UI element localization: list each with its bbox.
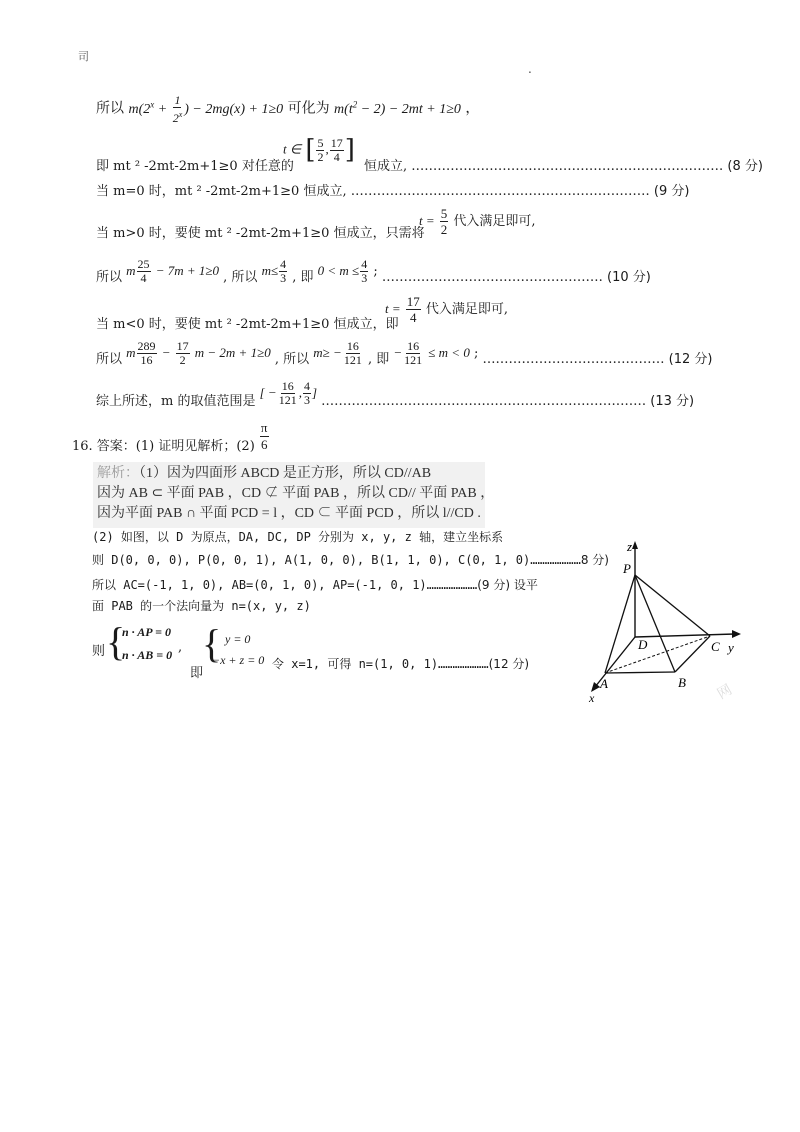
eq-y0: y = 0: [225, 632, 251, 646]
frac-17-4b: $\frac{17}{4}$: [406, 294, 420, 325]
score-9b: (9 分) 设平: [477, 578, 538, 592]
ling-line: 令 x=1, 可得 n=(1, 0, 1)…………………(12 分): [272, 657, 530, 671]
line-8: [96, 380, 694, 407]
frac-4-3a: $\frac{4}{3}$: [280, 257, 287, 285]
line-5: [96, 258, 651, 285]
leader-dots: ……………………………………: [482, 352, 665, 367]
sol-label: 解析：: [97, 466, 139, 481]
frac-4-3b: $\frac{4}{3}$: [361, 257, 368, 285]
p2-coords: 则 D(0, 0, 0), P(0, 0, 1), A(1, 0, 0), B(1, 1, 0), C(0, 1, 0): [92, 553, 531, 567]
label-z: z: [627, 539, 633, 554]
frac-289-16: $\frac{289}{16}$: [137, 339, 156, 367]
corner-mark: 司: [78, 50, 89, 63]
edge-PC: [635, 575, 710, 636]
frac-25-4: $\frac{25}{4}$: [137, 257, 150, 285]
ling-text: 令 x=1, 可得 n=(1, 0, 1): [272, 657, 439, 671]
frac-16-121c: $\frac{16}{121}$: [278, 379, 297, 407]
dairu: 代入满足即可,: [453, 214, 536, 229]
leader-dots: …………………………………………………………………: [321, 394, 647, 409]
watermark-mark: 网: [714, 681, 735, 703]
line-6: [96, 313, 399, 332]
rb-8: ]: [311, 385, 318, 400]
t-in: t ∈: [283, 141, 302, 157]
comma: ，: [465, 100, 480, 117]
line-8-text: 综上所述，m 的取值范围是: [96, 394, 256, 409]
m-le: m≤: [261, 263, 279, 278]
edge-PA: [605, 575, 635, 673]
ji-5: , 即: [292, 270, 314, 285]
p2-line-4: 面 PAB 的一个法向量为 n=(x, y, z): [92, 599, 311, 613]
suoyi-5: 所以: [96, 270, 123, 285]
ji-7: , 即: [367, 352, 390, 367]
frac-1-over-2x: $\frac{1}{2^x}$: [172, 93, 183, 125]
p2-vectors: 所以 AC=(-1, 1, 0), AB=(0, 1, 0), AP=(-1, 0, 1): [92, 578, 427, 592]
text-kehuawei: 可化为: [287, 100, 330, 117]
line-1: [96, 94, 479, 125]
semi-5: ;: [373, 264, 378, 279]
frac-17-4: $\frac{17}{4}$: [330, 135, 343, 164]
expr-7: m − 2m + 1≥0: [194, 345, 271, 360]
y-arrow-icon: [732, 630, 741, 638]
top-dot: .: [528, 62, 532, 76]
score-10: (10 分): [607, 270, 651, 285]
m-5: m: [126, 263, 136, 278]
dairu-6: 代入满足即可,: [425, 302, 509, 317]
range-7: ≤ m < 0: [428, 345, 470, 360]
pyramid-figure: [575, 535, 755, 705]
neg-7: −: [393, 345, 403, 360]
line-2-text: 即 mt ² -2mt-2m+1≥0 对任意的: [96, 159, 294, 174]
label-B: B: [678, 675, 686, 690]
p2-line-3: 所以 AC=(-1, 1, 0), AB=(0, 1, 0), AP=(-1, 0, 1)…………………(9 分) 设平: [92, 578, 538, 592]
ji-sys: 即: [190, 666, 204, 681]
score-12: (12 分): [668, 352, 713, 367]
sol-line-1: [97, 464, 481, 484]
t-eq-17-4: [385, 294, 508, 325]
eq-n-ap: n · AP = 0: [122, 625, 171, 639]
right-bracket: ]: [344, 135, 355, 165]
frac-5-2: $\frac{5}{2}$: [317, 135, 324, 164]
frac-16-121b: $\frac{16}{121}$: [404, 339, 423, 367]
line-4-text: 当 m>0 时，要使 mt ² -2mt-2m+1≥0 恒成立，只需将: [96, 226, 425, 241]
semi-7: ;: [473, 346, 479, 361]
label-C: C: [711, 639, 720, 654]
line-3-text: 当 m=0 时，mt ² -2mt-2m+1≥0 恒成立,: [96, 184, 347, 199]
sol-line-2: 因为 AB ⊂ 平面 PAB ，CD ⊄ 平面 PAB ，所以 CD// 平面 PAB ，: [97, 486, 495, 501]
suoyi-7b: , 所以: [274, 352, 310, 367]
t-eq-5-2: [419, 206, 536, 237]
edge-PB: [635, 575, 675, 672]
p2-line-2: 则 D(0, 0, 0), P(0, 0, 1), A(1, 0, 0), B(1, 1, 0), C(0, 1, 0)…………………8 分): [92, 553, 609, 567]
line-4: [96, 222, 425, 241]
frac-5-2b: $\frac{5}{2}$: [440, 206, 448, 237]
range-5: 0 < m ≤: [317, 263, 360, 278]
m-7: m: [126, 345, 136, 360]
label-y: y: [728, 640, 734, 655]
score-8: (8 分): [727, 159, 763, 174]
edge-AB: [605, 672, 675, 673]
leader-dots: ……………………………………………………………: [350, 184, 650, 199]
brace-1: {: [106, 619, 126, 664]
y-axis: [635, 634, 735, 637]
label-D: D: [638, 637, 648, 652]
interval-t: t ∈ [ $\frac{5}{2}$ , $\frac{17}{4}$ ]: [283, 135, 355, 165]
formula-2: $m(t^2 - 2) - 2mt + 1\ge 0$: [334, 99, 461, 117]
edge-BC: [675, 636, 710, 672]
q16-header: [72, 420, 270, 453]
label-A: A: [600, 676, 608, 691]
p2-line-1: (2) 如图，以 D 为原点，DA, DC, DP 分别为 x, y, z 轴，建立坐标系: [92, 530, 504, 544]
score-13: (13 分): [650, 394, 695, 409]
formula-1: $m(2^x$ + $\frac{1}{2^x}$ ) − 2mg(x) + 1≥0: [128, 93, 284, 125]
frac-pi-6: $\frac{\pi}{6}$: [260, 420, 268, 452]
t-eq: t =: [419, 213, 435, 228]
score-12b: (12 分): [488, 657, 530, 671]
sol1: （1）因为四面形 ABCD 是正方形，所以 CD//AB: [139, 466, 432, 481]
suoyi-5b: , 所以: [223, 270, 258, 285]
line-7: [96, 340, 712, 367]
expr-5: − 7m + 1≥0: [155, 263, 220, 278]
score-8b: 8 分): [580, 553, 609, 567]
q16-head-text: 16. 答案：(1) 证明见解析；(2): [72, 439, 255, 454]
m-ge: m≥ −: [313, 345, 342, 360]
label-x: x: [589, 691, 595, 705]
left-bracket: [: [305, 135, 316, 165]
line-2-suffix: [364, 155, 763, 174]
brace-2: {: [202, 621, 222, 666]
lb-8: [ −: [259, 385, 277, 400]
z-arrow-icon: [632, 541, 638, 549]
eq-n-ab: n · AB = 0: [122, 648, 173, 662]
line-3: [96, 180, 689, 199]
label-P: P: [623, 561, 631, 576]
frac-16-121a: $\frac{16}{121}$: [343, 339, 362, 367]
line-2: [96, 155, 294, 174]
minus-7: −: [161, 345, 171, 360]
hengchengli: 恒成立,: [364, 159, 408, 174]
score-9: (9 分): [653, 184, 690, 199]
text-suoyi: 所以: [96, 100, 124, 117]
leader-dots: ……………………………………………: [381, 270, 603, 285]
suoyi-7: 所以: [96, 352, 123, 367]
sol-line-3: 因为平面 PAB ∩ 平面 PCD = l ，CD ⊂ 平面 PCD ，所以 l//CD .: [97, 506, 481, 521]
line-6-text: 当 m<0 时，要使 mt ² -2mt-2m+1≥0 恒成立，即: [96, 317, 399, 332]
solution-block: [93, 462, 495, 528]
leader-dots: ………………………………………………………………: [411, 159, 724, 174]
comma-8: ,: [298, 385, 302, 400]
frac-4-3c: $\frac{4}{3}$: [303, 379, 310, 407]
t-eq-6: t =: [385, 301, 401, 316]
frac-17-2: $\frac{17}{2}$: [176, 339, 189, 367]
ze: 则: [92, 644, 106, 659]
eq-xz: −x + z = 0: [212, 653, 265, 667]
